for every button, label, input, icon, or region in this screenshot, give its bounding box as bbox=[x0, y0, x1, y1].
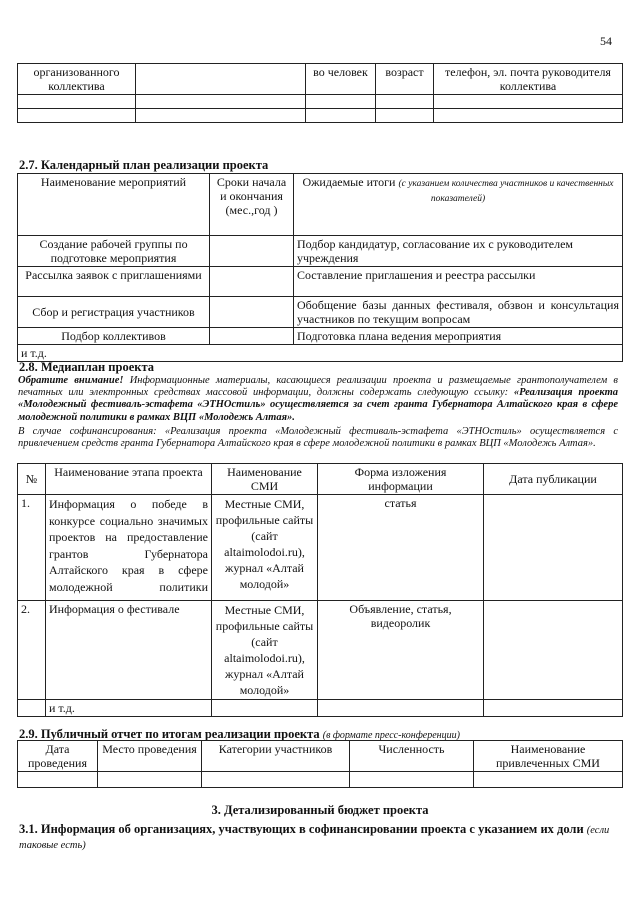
section-2-7-title: 2.7. Календарный план реализации проекта bbox=[19, 158, 269, 172]
header-stage: Наименование этапа проекта bbox=[46, 464, 212, 495]
header-date: Дата публикации bbox=[484, 464, 623, 495]
row-form: Объявление, статья, видеоролик bbox=[318, 601, 484, 700]
row-event: Создание рабочей группы по подготовке мероприятия bbox=[18, 236, 210, 267]
public-report-table bbox=[17, 740, 623, 788]
header-date: Дата проведения bbox=[18, 741, 98, 772]
cell-count: во человек bbox=[306, 64, 376, 95]
row-event: Рассылка заявок с приглашениями bbox=[18, 267, 210, 297]
cell-age: возраст bbox=[376, 64, 434, 95]
row-results: Обобщение базы данных фестиваля, обзвон и консультация участников по текущим вопросам bbox=[294, 297, 623, 328]
row-event: Сбор и регистрация участников bbox=[18, 297, 210, 328]
section-2-9-title: 2.9. Публичный отчет по итогам реализации проекта (в формате пресс-конференции) bbox=[19, 727, 460, 741]
section-3-1-title: 3.1. Информация об организациях, участвующих в софинансировании проекта с указанием их доли (если таковые есть) bbox=[19, 822, 610, 851]
row-event: Подбор коллективов bbox=[18, 328, 210, 345]
header-place: Место проведения bbox=[98, 741, 202, 772]
media-note: Обратите внимание! Информационные материалы, касающиеся реализации проекта и размещаемые грантополучателем в печатных или электронных средствах массовой информации, должны содержать следующую ссылку: «Реализация проекта «Молодежный фестиваль-эстафета «ЭТНОстиль» осуществляется за счет гранта Губернатора Алтайского края в сфере молодежной политики в рамках ВЦП «Молодежь Алтая». bbox=[18, 375, 618, 423]
row-form: статья bbox=[318, 495, 484, 601]
header-form: Форма изложения информации bbox=[318, 464, 484, 495]
row-num: 2. bbox=[18, 601, 46, 700]
calendar-etc: и т.д. bbox=[18, 345, 623, 362]
row-media: Местные СМИ, профильные сайты (сайт altaimolodoi.ru), журнал «Алтай молодой» bbox=[212, 495, 318, 601]
header-categories: Категории участников bbox=[202, 741, 350, 772]
cell-collective: организованного коллектива bbox=[18, 64, 136, 95]
cell-contact: телефон, эл. почта руководителя коллектива bbox=[434, 64, 623, 95]
row-results: Составление приглашения и реестра рассылки bbox=[294, 267, 623, 297]
header-dates: Сроки начала и окончания (мес.,год ) bbox=[210, 174, 294, 236]
media-plan-table bbox=[17, 463, 623, 717]
row-stage: Информация о фестивале bbox=[46, 601, 212, 700]
media-note-cofinancing: В случае софинансирования: «Реализация проекта «Молодежный фестиваль-эстафета «ЭТНОстиль» осуществляется с привлечением средств гранта Губернатора Алтайского края в сфере молодежной политики в рамках ВЦП «Молодежь Алтая». bbox=[18, 426, 618, 450]
page-number: 54 bbox=[600, 34, 612, 48]
header-count: Численность bbox=[350, 741, 474, 772]
section-3-title: 3. Детализированный бюджет проекта bbox=[211, 803, 429, 817]
row-results: Подготовка плана ведения мероприятия bbox=[294, 328, 623, 345]
row-results: Подбор кандидатур, согласование их с руководителем учреждения bbox=[294, 236, 623, 267]
participants-table-fragment bbox=[17, 63, 623, 123]
cell-empty bbox=[136, 64, 306, 95]
row-media: Местные СМИ, профильные сайты (сайт altaimolodoi.ru), журнал «Алтай молодой» bbox=[212, 601, 318, 700]
calendar-plan-table bbox=[17, 173, 623, 362]
header-media: Наименование СМИ bbox=[212, 464, 318, 495]
row-stage: Информация о победе в конкурсе социально значимых проектов на предоставление грантов Губернатора Алтайского края в сфере молодежной политики bbox=[46, 495, 212, 601]
media-etc: и т.д. bbox=[46, 700, 212, 717]
header-event: Наименование мероприятий bbox=[18, 174, 210, 236]
header-num: № bbox=[18, 464, 46, 495]
header-results: Ожидаемые итоги (с указанием количества участников и качественных показателей) bbox=[294, 174, 623, 236]
section-2-8-title: 2.8. Медиаплан проекта bbox=[19, 360, 154, 374]
row-num: 1. bbox=[18, 495, 46, 601]
header-media: Наименование привлеченных СМИ bbox=[474, 741, 623, 772]
